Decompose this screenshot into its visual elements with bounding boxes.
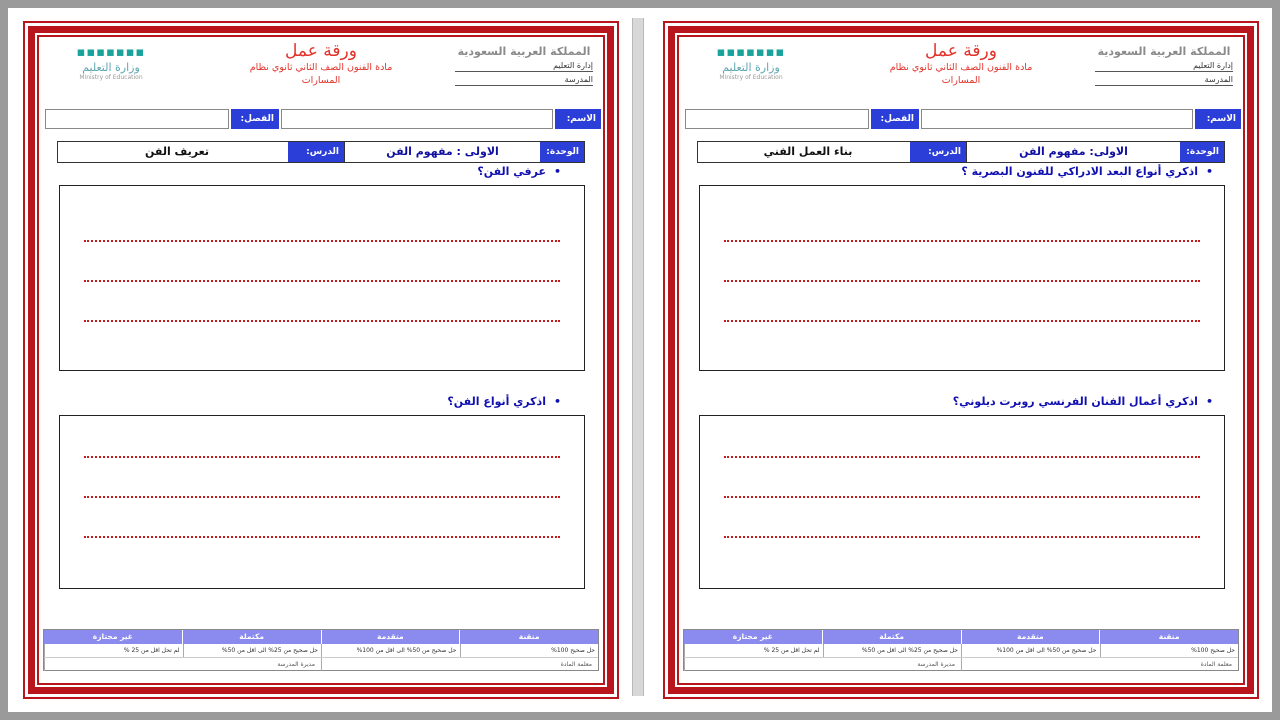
question-2-text: اذكري أعمال الفنان الفرنسي روبرت ديلوني؟	[952, 395, 1198, 408]
answer-line	[84, 536, 560, 538]
principal-signature: مديرة المدرسة	[44, 658, 321, 671]
admin-label: إدارة التعليم	[1095, 61, 1233, 72]
answer-line	[84, 496, 560, 498]
class-field[interactable]	[45, 109, 229, 129]
rubric-header: متقدمة	[321, 630, 460, 644]
moe-dots-icon: ▪▪▪▪▪▪▪	[716, 45, 786, 60]
rubric-descriptor: حل صحيح 100%	[1100, 644, 1239, 657]
answer-line	[724, 456, 1200, 458]
question-1: •عرفي الفن؟	[477, 165, 561, 178]
class-label: الفصل:	[231, 109, 279, 129]
rubric-header: مكتملة	[182, 630, 321, 644]
moe-en: Ministry of Education	[719, 74, 783, 81]
moe-name: وزارة التعليم	[722, 61, 780, 74]
moe-name: وزارة التعليم	[82, 61, 140, 74]
school-label: المدرسة	[1095, 75, 1233, 86]
question-1-text: اذكري أنواع البعد الادراكي للفنون البصرية ؟	[961, 165, 1198, 178]
teacher-signature: معلمة المادة	[961, 658, 1238, 671]
school-label: المدرسة	[455, 75, 593, 86]
answer-box-2[interactable]	[59, 415, 585, 589]
name-field[interactable]	[921, 109, 1193, 129]
rubric-header: متقدمة	[961, 630, 1100, 644]
rubric-table	[43, 629, 599, 671]
question-2: •اذكري أنواع الفن؟	[447, 395, 561, 408]
kingdom-block	[455, 45, 593, 86]
moe-en: Ministry of Education	[79, 74, 143, 81]
answer-line	[84, 280, 560, 282]
rubric-descriptor: حل صحيح 100%	[460, 644, 599, 657]
unit-row	[697, 141, 1225, 163]
rubric-header: غير مجتازة	[92, 632, 133, 641]
name-label: الاسم:	[1195, 109, 1241, 129]
answer-box-2[interactable]	[699, 415, 1225, 589]
question-2-text: اذكري أنواع الفن؟	[447, 395, 546, 408]
rubric-descriptor: حل صحيح من 25% الى اقل من 50%	[823, 644, 962, 657]
unit-row	[57, 141, 585, 163]
unit-label: الوحدة:	[1180, 142, 1224, 162]
subtitle-line2: المسارات	[941, 75, 981, 86]
subtitle-line1: مادة الفنون الصف الثاني ثانوي نظام	[889, 62, 1033, 73]
answer-box-1[interactable]	[59, 185, 585, 371]
rubric-descriptor: لم تحل اقل من 25 %	[44, 644, 183, 657]
question-1: •اذكري أنواع البعد الادراكي للفنون البصرية ؟	[961, 165, 1213, 178]
rubric-header: متقنة	[1099, 630, 1238, 644]
rubric-header: مكتملة	[822, 630, 961, 644]
admin-label: إدارة التعليم	[455, 61, 593, 72]
answer-box-1[interactable]	[699, 185, 1225, 371]
worksheet-page-right	[668, 26, 1254, 694]
kingdom-logo: المملكة العربية السعودية	[457, 45, 591, 58]
worksheet-title: ورقة عمل	[925, 41, 997, 61]
answer-line	[84, 240, 560, 242]
name-label: الاسم:	[555, 109, 601, 129]
answer-line	[84, 320, 560, 322]
moe-logo	[691, 47, 811, 81]
page-gutter	[632, 18, 644, 696]
page-header	[681, 39, 1241, 107]
lesson-value: تعريف الفن	[145, 145, 209, 158]
worksheet-page-left	[28, 26, 614, 694]
answer-line	[724, 536, 1200, 538]
worksheet-title-block	[841, 41, 1081, 87]
answer-line	[724, 240, 1200, 242]
answer-line	[724, 496, 1200, 498]
rubric-header: متقنة	[459, 630, 598, 644]
worksheet-title: ورقة عمل	[285, 41, 357, 61]
rubric-descriptor: حل صحيح من 25% الى اقل من 50%	[183, 644, 322, 657]
principal-signature: مديرة المدرسة	[684, 658, 961, 671]
rubric-header: غير مجتازة	[732, 632, 773, 641]
question-2: •اذكري أعمال الفنان الفرنسي روبرت ديلوني؟	[952, 395, 1213, 408]
unit-value: الاولى: مفهوم الفن	[966, 142, 1180, 162]
lesson-value: بناء العمل الفني	[763, 145, 853, 158]
subtitle-line1: مادة الفنون الصف الثاني ثانوي نظام	[249, 62, 393, 73]
class-label: الفصل:	[871, 109, 919, 129]
question-1-text: عرفي الفن؟	[477, 165, 546, 178]
answer-line	[724, 320, 1200, 322]
rubric-descriptor: حل صحيح من 50% الى اقل من 100%	[961, 644, 1100, 657]
rubric-descriptor: لم تحل اقل من 25 %	[684, 644, 823, 657]
answer-line	[724, 280, 1200, 282]
lesson-label: الدرس:	[910, 142, 966, 162]
lesson-label: الدرس:	[288, 142, 344, 162]
rubric-table	[683, 629, 1239, 671]
rubric-descriptor: حل صحيح من 50% الى اقل من 100%	[321, 644, 460, 657]
unit-value: الاولى : مفهوم الفن	[344, 142, 540, 162]
answer-line	[84, 456, 560, 458]
name-row	[681, 109, 1241, 129]
moe-dots-icon: ▪▪▪▪▪▪▪	[76, 45, 146, 60]
teacher-signature: معلمة المادة	[321, 658, 598, 671]
class-field[interactable]	[685, 109, 869, 129]
page-header	[41, 39, 601, 107]
unit-label: الوحدة:	[540, 142, 584, 162]
name-row	[41, 109, 601, 129]
name-field[interactable]	[281, 109, 553, 129]
kingdom-block	[1095, 45, 1233, 86]
subtitle-line2: المسارات	[301, 75, 341, 86]
moe-logo	[51, 47, 171, 81]
kingdom-logo: المملكة العربية السعودية	[1097, 45, 1231, 58]
worksheet-title-block	[201, 41, 441, 87]
